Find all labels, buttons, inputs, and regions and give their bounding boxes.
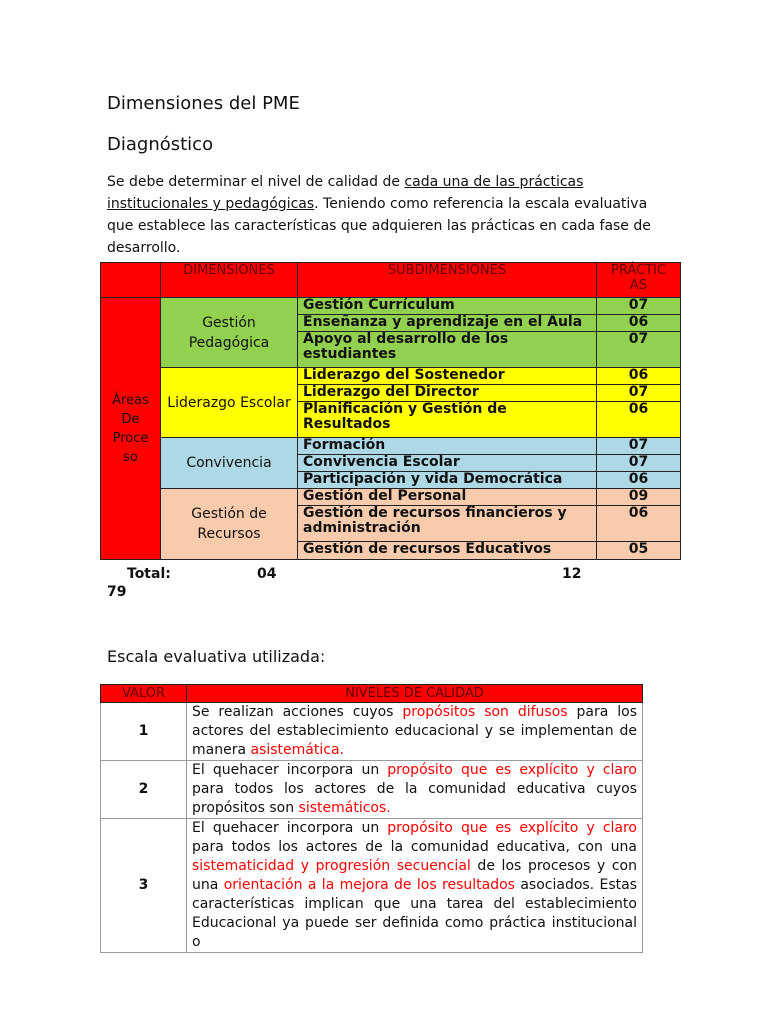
dimension-name: Convivencia: [161, 438, 298, 489]
highlighted-text: sistemáticos.: [298, 800, 391, 816]
scale-description: [187, 761, 643, 819]
scale-heading: [107, 647, 325, 666]
practicas-count: 06: [597, 315, 681, 332]
practicas-count: 07: [597, 332, 681, 368]
scale-description: [187, 819, 643, 953]
highlighted-text: sistematicidad y progresión secuencial: [192, 858, 471, 874]
subdimension-name: Planificación y Gestión de Resultados: [298, 402, 597, 438]
dimension-row: [101, 298, 681, 315]
highlighted-text: propósitos son difusos: [402, 704, 568, 720]
subdimension-name: Gestión del Personal: [298, 489, 597, 506]
dimension-row: [101, 368, 681, 385]
total-subdimensiones: 12: [562, 566, 582, 582]
subdimension-name: Gestión Currículum: [298, 298, 597, 315]
scale-table: [100, 684, 643, 953]
scale-heading-colon: :: [319, 647, 326, 666]
dimension-name: Gestión Pedagógica: [161, 298, 298, 368]
practicas-count: 05: [597, 542, 681, 560]
practicas-count: 07: [597, 438, 681, 455]
subdimension-name: Liderazgo del Director: [298, 385, 597, 402]
highlighted-text: orientación a la mejora de los resultados: [223, 877, 515, 893]
practicas-count: 07: [597, 455, 681, 472]
description-text: El quehacer incorpora un: [192, 820, 388, 836]
description-text: para todos los actores de la comunidad educativa cuyos propósitos son: [192, 781, 637, 816]
total-practicas: 79: [107, 584, 127, 600]
highlighted-text: asistemática.: [250, 742, 344, 758]
intro-paragraph: [107, 171, 652, 259]
practicas-count: 06: [597, 368, 681, 385]
subdimension-name: Convivencia Escolar: [298, 455, 597, 472]
scale-description: [187, 703, 643, 761]
description-text: Se realizan acciones cuyos: [192, 704, 403, 720]
totals-row: [107, 566, 587, 600]
header-dimensiones: DIMENSIONES: [161, 263, 298, 298]
description-text: El quehacer incorpora un: [192, 762, 388, 778]
practicas-count: 07: [597, 385, 681, 402]
description-text: para todos los actores de la comunidad educativa, con una: [192, 839, 637, 855]
intro-text-1: Se debe determinar el nivel de calidad de: [107, 174, 405, 190]
scale-row: [101, 761, 643, 819]
scale-value: 2: [101, 761, 187, 819]
subdimension-name: Apoyo al desarrollo de los estudiantes: [298, 332, 597, 368]
practicas-count: 06: [597, 402, 681, 438]
intro-underlined-text: cada una de las prácticas institucionales y pedagógicas: [107, 174, 584, 212]
dimension-name: Liderazgo Escolar: [161, 368, 298, 438]
subdimension-name: Liderazgo del Sostenedor: [298, 368, 597, 385]
practicas-count: 06: [597, 472, 681, 489]
subdimension-name: Participación y vida Democrática: [298, 472, 597, 489]
practicas-count: 06: [597, 506, 681, 542]
scale-value: 1: [101, 703, 187, 761]
subdimension-name: Formación: [298, 438, 597, 455]
description-text: de los procesos y con una: [192, 858, 637, 893]
dimension-row: [101, 489, 681, 506]
scale-heading-text: Escala evaluativa utilizada: [107, 647, 320, 666]
highlighted-text: propósito que es explícito y claro: [387, 762, 637, 778]
header-valor: VALOR: [101, 685, 187, 703]
scale-value: 3: [101, 819, 187, 953]
header-subdimensiones: SUBDIMENSIONES: [298, 263, 597, 298]
total-dimensiones: 04: [257, 566, 277, 582]
dimensions-table: [100, 262, 681, 560]
page-title: Dimensiones del PME: [107, 93, 300, 114]
subdimension-name: Gestión de recursos Educativos: [298, 542, 597, 560]
scale-row: [101, 819, 643, 953]
description-text: asociados. Estas características implican que una tarea del establecimiento Educacional ya puede ser definida como práctica institucional o: [192, 877, 638, 950]
highlighted-text: propósito que es explícito y claro: [387, 820, 637, 836]
intro-text-2: . Teniendo como referencia la escala evaluativa que establece las características que adquieren las prácticas en cada fase de desarrollo.: [107, 196, 651, 256]
section-title: Diagnóstico: [107, 134, 214, 155]
dimension-row: [101, 438, 681, 455]
practicas-count: 09: [597, 489, 681, 506]
header-niveles: NIVELES DE CALIDAD: [187, 685, 643, 703]
header-corner: [101, 263, 161, 298]
header-practicas: PRÁCTIC AS: [597, 263, 681, 298]
areas-de-proceso-cell: Áreas De Proce so: [101, 298, 161, 560]
total-label: Total:: [127, 566, 171, 582]
practicas-count: 07: [597, 298, 681, 315]
description-text: para los actores del establecimiento educacional y se implementan de manera: [192, 704, 638, 758]
scale-row: [101, 703, 643, 761]
subdimension-name: Gestión de recursos financieros y administración: [298, 506, 597, 542]
subdimension-name: Enseñanza y aprendizaje en el Aula: [298, 315, 597, 332]
dimension-name: Gestión de Recursos: [161, 489, 298, 560]
